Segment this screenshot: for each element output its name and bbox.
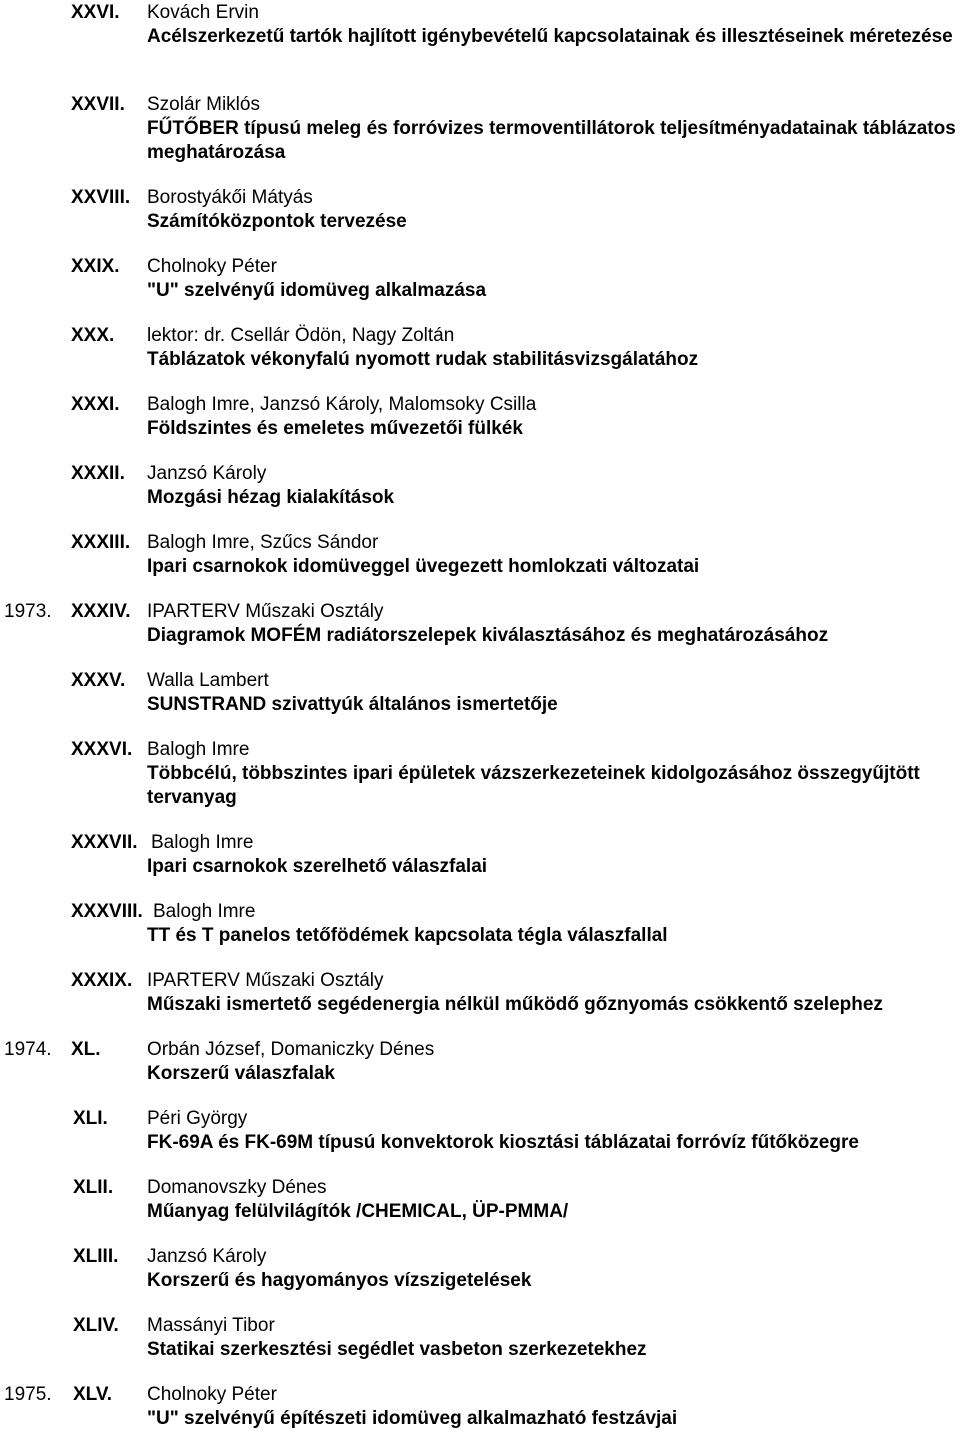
entry-body [147,969,957,1017]
entry-author: lektor: dr. Csellár Ödön, Nagy Zoltán [147,325,455,346]
entry-body [147,393,957,441]
entry-number: XXIX. [71,256,120,277]
entry-number: XXXVII. [71,832,138,853]
entry-author: Balogh Imre [147,739,250,760]
entry-body [147,1176,957,1224]
entry-number: XLIII. [73,1246,119,1267]
entry-body [147,738,957,810]
entry-body [147,324,957,372]
entry-year: 1974. [4,1039,52,1060]
entry-number: XXVII. [71,94,125,115]
entry-number: XXXIV. [71,601,131,622]
entry-body [147,186,957,234]
entry-body [147,462,957,510]
entry-body [147,1383,957,1431]
entry-number: XL. [71,1039,101,1060]
entry-body [147,1245,957,1293]
entry-number: XXX. [71,325,115,346]
entry-author: Cholnoky Péter [147,1384,277,1405]
entry-author: Walla Lambert [147,670,269,691]
entry-body [147,900,957,948]
entry-body [147,1107,957,1155]
entry-title: "U" szelvényű építészeti idomüveg alkalmazható festzávjai [147,1408,678,1429]
entry-year: 1975. [4,1384,52,1405]
entry-author: Szolár Miklós [147,94,260,115]
entry-title: FK-69A és FK-69M típusú konvektorok kiosztási táblázatai forróvíz fűtőközegre [147,1132,859,1153]
entry-body [147,531,957,579]
entry-title: Táblázatok vékonyfalú nyomott rudak stabilitásvizsgálatához [147,349,699,370]
entry-author: Balogh Imre [151,832,254,853]
entry-title: Diagramok MOFÉM radiátorszelepek kiválasztásához és meghatározásához [147,625,829,646]
entry-body [147,93,957,165]
entry-body [147,1314,957,1362]
entry-number: XXVI. [71,2,120,23]
entry-number: XXXIX. [71,970,133,991]
entry-number: XXXVIII. [71,901,143,922]
entry-body [147,1038,957,1086]
entry-author: Domanovszky Dénes [147,1177,327,1198]
entry-body [147,669,957,717]
entry-body [147,600,957,648]
entry-year: 1973. [4,601,52,622]
entry-title: Műszaki ismertető segédenergia nélkül működő gőznyomás csökkentő szelephez [147,994,883,1015]
entry-number: XXXIII. [71,532,131,553]
entry-author: Kovách Ervin [147,2,259,23]
entry-author: Orbán József, Domaniczky Dénes [147,1039,435,1060]
entry-author: Balogh Imre, Szűcs Sándor [147,532,379,553]
entry-title: Többcélú, többszintes ipari épületek vázszerkezeteinek kidolgozásához összegyűjtött tervanyag [147,763,920,808]
entry-title: Ipari csarnokok szerelhető válaszfalai [147,856,488,877]
entry-title: Földszintes és emeletes művezetői fülkék [147,418,523,439]
entry-title: Korszerű válaszfalak [147,1063,335,1084]
entry-author: Massányi Tibor [147,1315,275,1336]
entry-number: XLII. [73,1177,114,1198]
entry-author: Janzsó Károly [147,1246,267,1267]
entry-author: IPARTERV Műszaki Osztály [147,601,384,622]
entry-author: Péri György [147,1108,248,1129]
entry-number: XLV. [73,1384,113,1405]
entry-title: "U" szelvényű idomüveg alkalmazása [147,280,487,301]
entry-title: Statikai szerkesztési segédlet vasbeton szerkezetekhez [147,1339,647,1360]
entry-author: Cholnoky Péter [147,256,277,277]
entry-author: Borostyákői Mátyás [147,187,313,208]
entry-body [147,831,957,879]
entry-title: Számítóközpontok tervezése [147,211,407,232]
entry-title: Korszerű és hagyományos vízszigetelések [147,1270,532,1291]
entry-body [147,1,957,49]
entry-title: Műanyag felülvilágítók /CHEMICAL, ÜP-PMMA/ [147,1201,569,1222]
entry-number: XLIV. [73,1315,119,1336]
entry-title: SUNSTRAND szivattyúk általános ismertetője [147,694,558,715]
entry-number: XXXVI. [71,739,133,760]
entry-number: XXXII. [71,463,125,484]
entry-number: XLI. [73,1108,108,1129]
entry-author: Balogh Imre, Janzsó Károly, Malomsoky Csilla [147,394,537,415]
entry-title: Ipari csarnokok idomüveggel üvegezett homlokzati változatai [147,556,700,577]
entry-number: XXXV. [71,670,126,691]
entry-author: IPARTERV Műszaki Osztály [147,970,384,991]
entry-title: FŰTŐBER típusú meleg és forróvizes termoventillátorok teljesítményadatainak táblázatos meghatározása [147,118,956,163]
entry-title: Acélszerkezetű tartók hajlított igénybevételű kapcsolatainak és illesztéseinek méretezése [147,26,953,47]
entry-author: Janzsó Károly [147,463,267,484]
entry-title: Mozgási hézag kialakítások [147,487,395,508]
entry-number: XXVIII. [71,187,131,208]
entry-author: Balogh Imre [153,901,256,922]
entry-title: TT és T panelos tetőfödémek kapcsolata tégla válaszfallal [147,925,668,946]
entry-body [147,255,957,303]
entry-number: XXXI. [71,394,120,415]
